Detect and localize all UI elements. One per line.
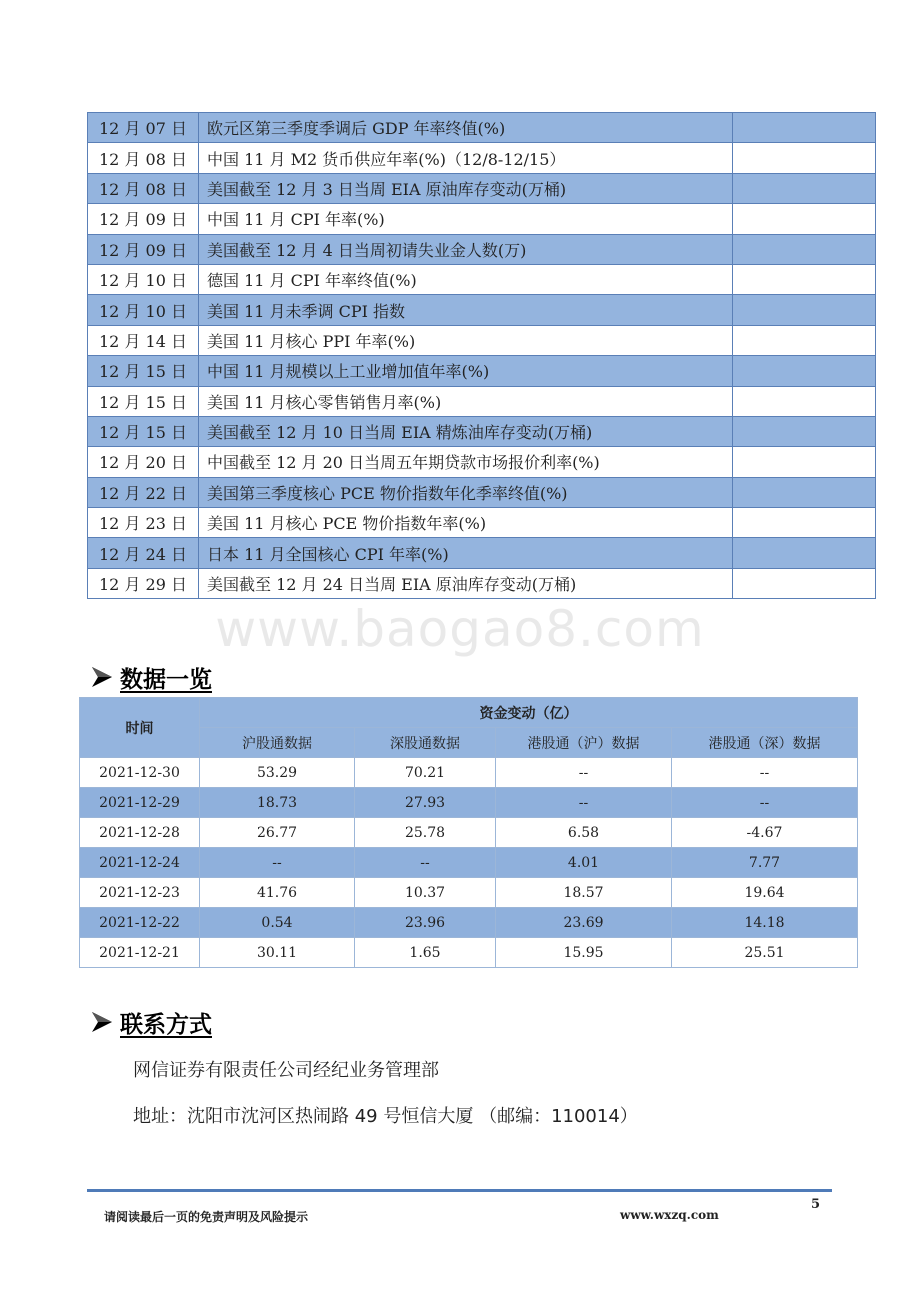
company-address: 地址：沈阳市沈河区热闹路 49 号恒信大厦 （邮编：110014） bbox=[133, 1106, 638, 1127]
calendar-date: 12 月 14 日 bbox=[88, 325, 199, 355]
calendar-row bbox=[88, 386, 876, 416]
calendar-row bbox=[88, 538, 876, 568]
column-header: 港股通（深）数据 bbox=[672, 728, 858, 758]
calendar-row bbox=[88, 568, 876, 598]
cell-value: 23.96 bbox=[355, 908, 496, 938]
table-row bbox=[80, 788, 858, 818]
cell-value: 26.77 bbox=[200, 818, 355, 848]
calendar-extra bbox=[733, 264, 876, 294]
calendar-event: 美国 11 月未季调 CPI 指数 bbox=[199, 295, 733, 325]
table-row bbox=[80, 878, 858, 908]
data-section-heading bbox=[90, 660, 212, 694]
calendar-date: 12 月 22 日 bbox=[88, 477, 199, 507]
calendar-date: 12 月 15 日 bbox=[88, 386, 199, 416]
calendar-event: 美国 11 月核心零售销售月率(%) bbox=[199, 386, 733, 416]
section-title: 数据一览 bbox=[120, 666, 212, 693]
calendar-event: 德国 11 月 CPI 年率终值(%) bbox=[199, 264, 733, 294]
calendar-event: 美国截至 12 月 10 日当周 EIA 精炼油库存变动(万桶) bbox=[199, 416, 733, 446]
row-date: 2021-12-22 bbox=[80, 908, 200, 938]
calendar-extra bbox=[733, 234, 876, 264]
cell-value: 1.65 bbox=[355, 938, 496, 968]
calendar-event: 中国 11 月 M2 货币供应年率(%)（12/8-12/15） bbox=[199, 143, 733, 173]
cell-value: -- bbox=[200, 848, 355, 878]
calendar-row bbox=[88, 508, 876, 538]
contact-section-heading bbox=[90, 1005, 212, 1039]
calendar-date: 12 月 20 日 bbox=[88, 447, 199, 477]
calendar-extra bbox=[733, 447, 876, 477]
cell-value: -- bbox=[496, 758, 672, 788]
calendar-date: 12 月 10 日 bbox=[88, 264, 199, 294]
cell-value: 18.73 bbox=[200, 788, 355, 818]
calendar-row bbox=[88, 416, 876, 446]
table-row bbox=[80, 908, 858, 938]
calendar-extra bbox=[733, 113, 876, 143]
cell-value: -4.67 bbox=[672, 818, 858, 848]
calendar-extra bbox=[733, 204, 876, 234]
calendar-row bbox=[88, 295, 876, 325]
calendar-date: 12 月 24 日 bbox=[88, 538, 199, 568]
economic-calendar-table bbox=[87, 112, 876, 599]
capital-change-header: 资金变动（亿） bbox=[200, 698, 858, 728]
calendar-extra bbox=[733, 538, 876, 568]
table-row bbox=[80, 758, 858, 788]
calendar-date: 12 月 15 日 bbox=[88, 356, 199, 386]
calendar-date: 12 月 08 日 bbox=[88, 143, 199, 173]
footer-disclaimer: 请阅读最后一页的免责声明及风险提示 bbox=[104, 1210, 309, 1224]
calendar-event: 美国截至 12 月 4 日当周初请失业金人数(万) bbox=[199, 234, 733, 264]
capital-flow-table bbox=[79, 697, 858, 968]
cell-value: 10.37 bbox=[355, 878, 496, 908]
cell-value: 4.01 bbox=[496, 848, 672, 878]
calendar-extra bbox=[733, 325, 876, 355]
row-date: 2021-12-21 bbox=[80, 938, 200, 968]
calendar-event: 美国截至 12 月 24 日当周 EIA 原油库存变动(万桶) bbox=[199, 568, 733, 598]
calendar-date: 12 月 09 日 bbox=[88, 234, 199, 264]
calendar-row bbox=[88, 143, 876, 173]
footer-website: www.wxzq.com bbox=[620, 1208, 719, 1222]
calendar-row bbox=[88, 477, 876, 507]
calendar-row bbox=[88, 356, 876, 386]
cell-value: 19.64 bbox=[672, 878, 858, 908]
row-date: 2021-12-30 bbox=[80, 758, 200, 788]
cell-value: 18.57 bbox=[496, 878, 672, 908]
calendar-event: 中国 11 月规模以上工业增加值年率(%) bbox=[199, 356, 733, 386]
cell-value: 70.21 bbox=[355, 758, 496, 788]
calendar-row bbox=[88, 113, 876, 143]
calendar-event: 美国截至 12 月 3 日当周 EIA 原油库存变动(万桶) bbox=[199, 173, 733, 203]
calendar-row bbox=[88, 204, 876, 234]
arrowhead-bullet-icon bbox=[90, 665, 120, 689]
cell-value: 30.11 bbox=[200, 938, 355, 968]
calendar-event: 中国截至 12 月 20 日当周五年期贷款市场报价利率(%) bbox=[199, 447, 733, 477]
column-header: 港股通（沪）数据 bbox=[496, 728, 672, 758]
calendar-event: 欧元区第三季度季调后 GDP 年率终值(%) bbox=[199, 113, 733, 143]
cell-value: 7.77 bbox=[672, 848, 858, 878]
table-row bbox=[80, 938, 858, 968]
calendar-event: 美国 11 月核心 PCE 物价指数年率(%) bbox=[199, 508, 733, 538]
table-header-row bbox=[80, 698, 858, 728]
footer-divider bbox=[87, 1189, 832, 1192]
column-header: 沪股通数据 bbox=[200, 728, 355, 758]
calendar-extra bbox=[733, 295, 876, 325]
calendar-extra bbox=[733, 416, 876, 446]
calendar-date: 12 月 15 日 bbox=[88, 416, 199, 446]
cell-value: 15.95 bbox=[496, 938, 672, 968]
cell-value: 14.18 bbox=[672, 908, 858, 938]
calendar-date: 12 月 07 日 bbox=[88, 113, 199, 143]
row-date: 2021-12-28 bbox=[80, 818, 200, 848]
calendar-extra bbox=[733, 386, 876, 416]
cell-value: 53.29 bbox=[200, 758, 355, 788]
calendar-date: 12 月 10 日 bbox=[88, 295, 199, 325]
calendar-date: 12 月 29 日 bbox=[88, 568, 199, 598]
table-row bbox=[80, 818, 858, 848]
arrowhead-bullet-icon bbox=[90, 1010, 120, 1034]
page-number: 5 bbox=[811, 1197, 821, 1212]
cell-value: -- bbox=[672, 788, 858, 818]
calendar-event: 美国 11 月核心 PPI 年率(%) bbox=[199, 325, 733, 355]
table-row bbox=[80, 848, 858, 878]
calendar-row bbox=[88, 173, 876, 203]
column-header: 深股通数据 bbox=[355, 728, 496, 758]
cell-value: 25.78 bbox=[355, 818, 496, 848]
cell-value: -- bbox=[672, 758, 858, 788]
calendar-row bbox=[88, 325, 876, 355]
calendar-extra bbox=[733, 477, 876, 507]
calendar-row bbox=[88, 234, 876, 264]
calendar-date: 12 月 08 日 bbox=[88, 173, 199, 203]
calendar-row bbox=[88, 264, 876, 294]
section-title: 联系方式 bbox=[120, 1011, 212, 1038]
row-date: 2021-12-29 bbox=[80, 788, 200, 818]
row-date: 2021-12-23 bbox=[80, 878, 200, 908]
calendar-extra bbox=[733, 173, 876, 203]
row-date: 2021-12-24 bbox=[80, 848, 200, 878]
cell-value: 0.54 bbox=[200, 908, 355, 938]
cell-value: 6.58 bbox=[496, 818, 672, 848]
watermark: www.baogao8.com bbox=[215, 600, 705, 658]
calendar-extra bbox=[733, 508, 876, 538]
cell-value: 23.69 bbox=[496, 908, 672, 938]
calendar-date: 12 月 09 日 bbox=[88, 204, 199, 234]
cell-value: 25.51 bbox=[672, 938, 858, 968]
calendar-event: 中国 11 月 CPI 年率(%) bbox=[199, 204, 733, 234]
calendar-extra bbox=[733, 143, 876, 173]
calendar-event: 美国第三季度核心 PCE 物价指数年化季率终值(%) bbox=[199, 477, 733, 507]
company-name: 网信证券有限责任公司经纪业务管理部 bbox=[133, 1060, 439, 1081]
calendar-date: 12 月 23 日 bbox=[88, 508, 199, 538]
calendar-event: 日本 11 月全国核心 CPI 年率(%) bbox=[199, 538, 733, 568]
cell-value: 41.76 bbox=[200, 878, 355, 908]
calendar-extra bbox=[733, 568, 876, 598]
cell-value: 27.93 bbox=[355, 788, 496, 818]
cell-value: -- bbox=[355, 848, 496, 878]
calendar-extra bbox=[733, 356, 876, 386]
time-column-header: 时间 bbox=[80, 698, 200, 758]
calendar-row bbox=[88, 447, 876, 477]
cell-value: -- bbox=[496, 788, 672, 818]
